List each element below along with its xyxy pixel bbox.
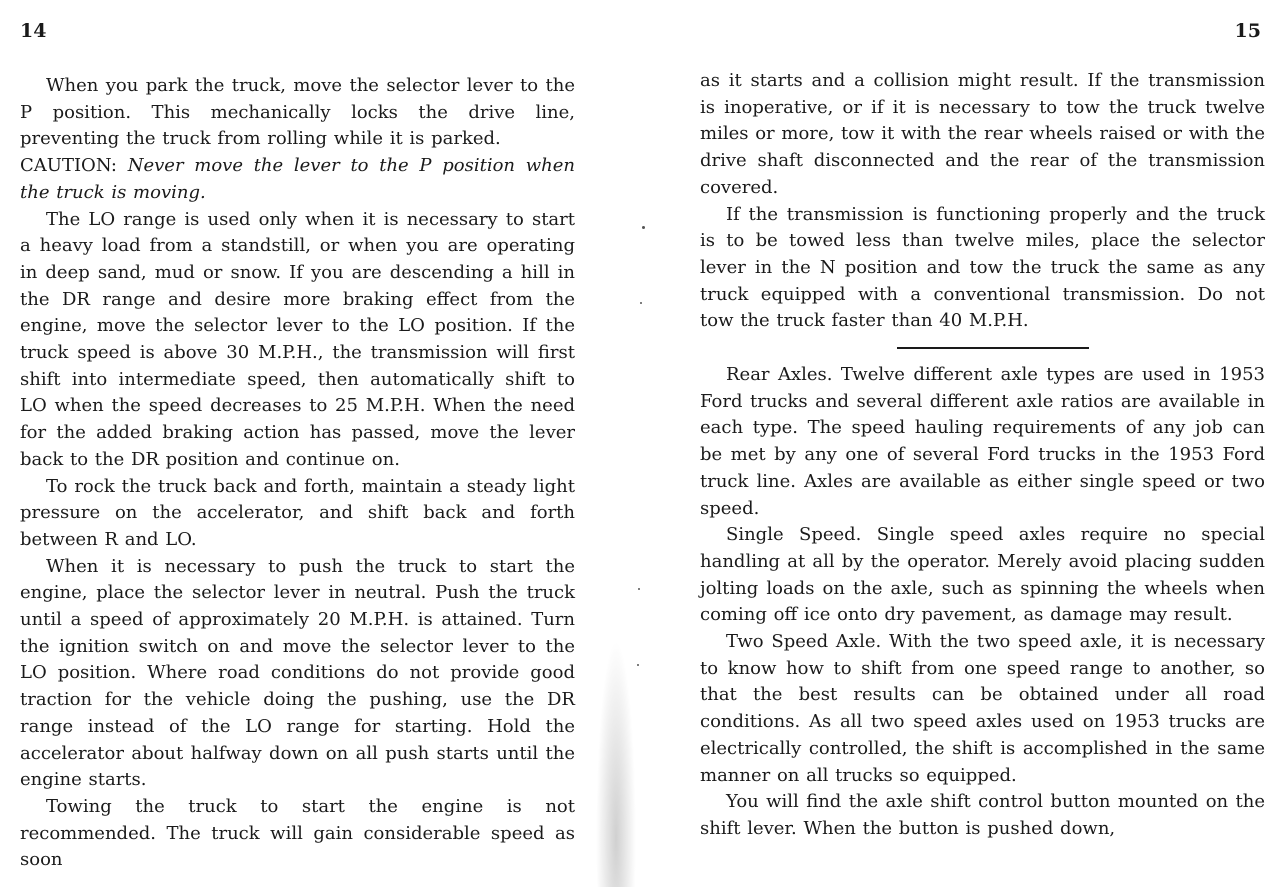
page-number-right: 15	[1234, 20, 1261, 42]
paragraph-shift-button: You will find the axle shift control button mounted on the shift lever. When the button is pushed down,	[700, 791, 1265, 839]
paragraph-push-start: When it is necessary to push the truck to start the engine, place the selector lever in neutral. Push the truck until a speed of approximately 20 M.P.H. is attained. Turn the ignition switch on and move the selector lever to the LO position. Where road conditions do not provide good traction for the vehicle doing the pushing, use the DR range instead of the LO range for starting. Hold the accelerator about halfway down on all push starts until the engine starts.	[20, 555, 575, 791]
caution-label: CAUTION:	[20, 155, 117, 177]
right-page-text-lower	[700, 362, 1265, 843]
paragraph-tow-neutral: If the transmission is functioning properly and the truck is to be towed less than twelve miles, place the selector lever in the N position and tow the truck the same as any truck equipped with a conventional transmission. Do not tow the truck faster than 40 M.P.H.	[700, 203, 1265, 332]
paragraph-two-speed: Two Speed Axle. With the two speed axle, it is necessary to know how to shift from one speed range to another, so that the best results can be obtained under all road conditions. As all two speed axles used on 1953 trucks are electrically controlled, the shift is accomplished in the same manner on all trucks so equipped.	[700, 631, 1265, 786]
paragraph-towing: Towing the truck to start the engine is not recommended. The truck will gain considerable speed as soon	[20, 795, 575, 871]
print-speck	[638, 588, 640, 590]
section-divider	[897, 347, 1089, 349]
print-speck	[637, 664, 639, 666]
paragraph-single-speed: Single Speed. Single speed axles require no special handling at all by the operator. Merely avoid placing sudden jolting loads on the axle, such as spinning the wheels when coming off ice onto dry pavement, as damage may result.	[700, 524, 1265, 626]
print-speck	[642, 226, 645, 229]
left-page-text	[20, 73, 575, 874]
caution-note	[20, 153, 575, 206]
paragraph-rear-axles: Rear Axles. Twelve different axle types are used in 1953 Ford trucks and several different axle ratios are available in each type. The speed hauling requirements of any job can be met by any one of several Ford trucks in the 1953 Ford truck line. Axles are available as either single speed or two speed.	[700, 364, 1265, 519]
print-speck	[640, 302, 642, 304]
paragraph-park: When you park the truck, move the selector lever to the P position. This mechanically locks the drive line, preventing the truck from rolling while it is parked.	[20, 75, 575, 150]
paragraph-rock: To rock the truck back and forth, maintain a steady light pressure on the accelerator, and shift back and forth between R and LO.	[20, 475, 575, 550]
page-number-left: 14	[20, 20, 47, 42]
paragraph-lo-range: The LO range is used only when it is necessary to start a heavy load from a standstill, or when you are operating in deep sand, mud or snow. If you are descending a hill in the DR range and desire more braking effect from the engine, move the selector lever to the LO position. If the truck speed is above 30 M.P.H., the transmission will first shift into intermediate speed, then automatically shift to LO when the speed decreases to 25 M.P.H. When the need for the added braking action has passed, move the lever back to the DR position and continue on.	[20, 208, 575, 470]
caution-text: Never move the lever to the P position when the truck is moving.	[20, 155, 575, 203]
right-page-text-upper	[700, 68, 1265, 335]
paragraph-towing-continued: as it starts and a collision might result. If the transmission is inoperative, or if it is necessary to tow the truck twelve miles or more, tow it with the rear wheels raised or with the drive shaft disconnected and the rear of the transmission covered.	[700, 70, 1265, 198]
binding-shadow	[596, 640, 636, 887]
